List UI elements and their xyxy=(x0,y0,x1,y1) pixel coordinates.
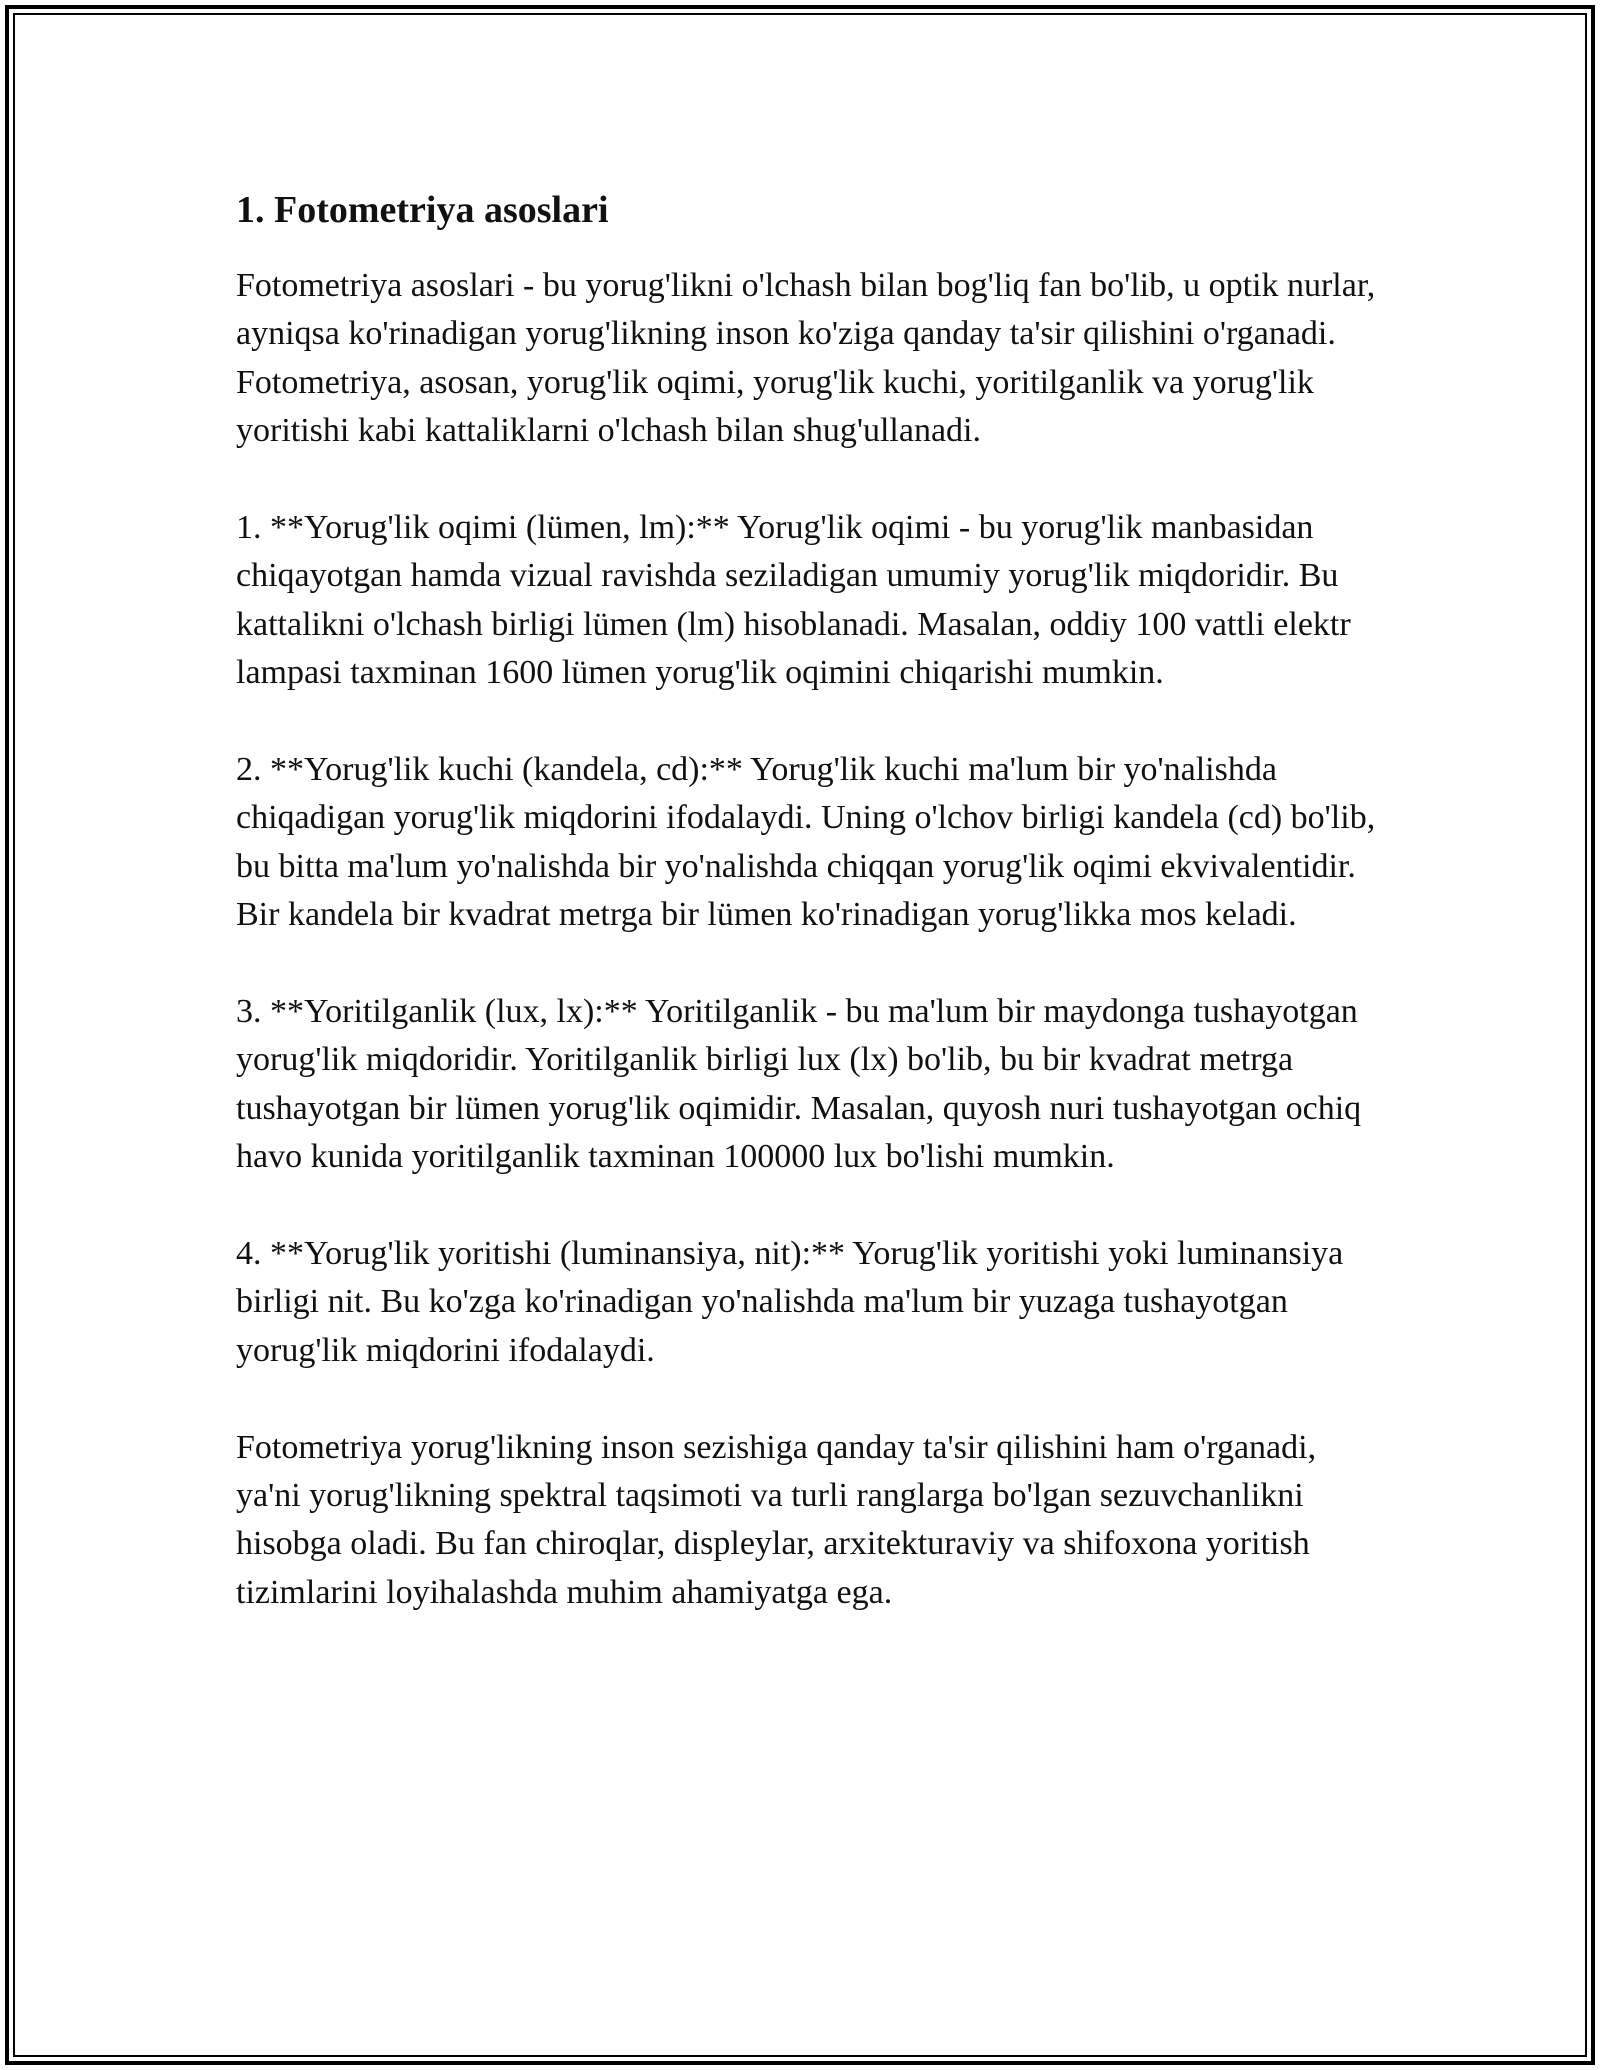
document-body xyxy=(236,186,1386,1617)
intro-paragraph: Fotometriya asoslari - bu yorug'likni o'lchash bilan bog'liq fan bo'lib, u optik nurlar, ayniqsa ko'rinadigan yorug'likning inson ko'ziga qanday ta'sir qilishini o'rganadi. Fotometriya, asosan, yorug'lik oqimi, yorug'lik kuchi, yoritilganlik va yorug'lik yoritishi kabi kattaliklarni o'lchash bilan shug'ullanadi. xyxy=(236,267,1376,450)
item-luminance: 4. **Yorug'lik yoritishi (luminansiya, nit):** Yorug'lik yoritishi yoki luminansiya birligi nit. Bu ko'zga ko'rinadigan yo'nalishda ma'lum bir yuzaga tushayotgan yorug'lik miqdorini ifodalaydi. xyxy=(236,1235,1344,1369)
item-illuminance: 3. **Yoritilganlik (lux, lx):** Yoritilganlik - bu ma'lum bir maydonga tushayotgan yorug'lik miqdoridir. Yoritilganlik birligi lux (lx) bo'lib, bu bir kvadrat metrga tushayotgan bir lümen yorug'lik oqimidir. Masalan, quyosh nuri tushayotgan ochiq havo kunida yoritilganlik taxminan 100000 lux bo'lishi mumkin. xyxy=(236,993,1362,1176)
closing-paragraph: Fotometriya yorug'likning inson sezishiga qanday ta'sir qilishini ham o'rganadi, ya'ni yorug'likning spektral taqsimoti va turli ranglarga bo'lgan sezuvchanlikni hisobga oladi. Bu fan chiroqlar, displeylar, arxitekturaviy va shifoxona yoritish tizimlarini loyihalashda muhim ahamiyatga ega. xyxy=(236,1428,1317,1611)
section-heading: 1. Fotometriya asoslari xyxy=(236,189,609,231)
item-luminous-intensity: 2. **Yorug'lik kuchi (kandela, cd):** Yorug'lik kuchi ma'lum bir yo'nalishda chiqadigan yorug'lik miqdorini ifodalaydi. Uning o'lchov birligi kandela (cd) bo'lib, bu bitta ma'lum yo'nalishda bir yo'nalishda chiqqan yorug'lik oqimi ekvivalentidir. Bir kandela bir kvadrat metrga bir lümen ko'rinadigan yorug'likka mos keladi. xyxy=(236,751,1376,934)
item-luminous-flux: 1. **Yorug'lik oqimi (lümen, lm):** Yorug'lik oqimi - bu yorug'lik manbasidan chiqayotgan hamda vizual ravishda seziladigan umumiy yorug'lik miqdoridir. Bu kattalikni o'lchash birligi lümen (lm) hisoblanadi. Masalan, oddiy 100 vattli elektr lampasi taxminan 1600 lümen yorug'lik oqimini chiqarishi mumkin. xyxy=(236,509,1351,692)
